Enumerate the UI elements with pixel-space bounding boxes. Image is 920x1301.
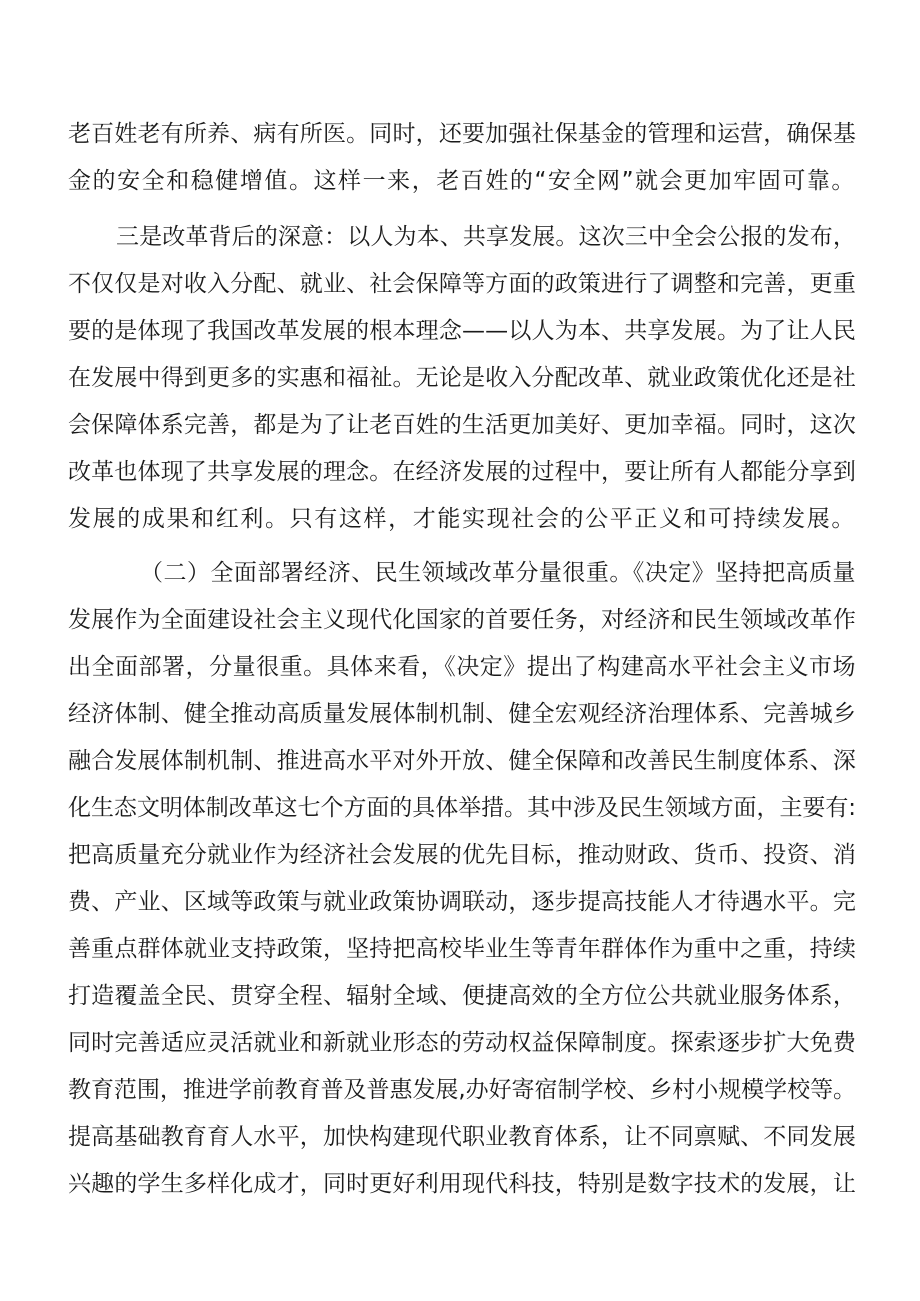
paragraph-3-line-2: 发展作为全面建设社会主义现代化国家的首要任务，对经济和民生领域改革作 — [68, 607, 856, 633]
paragraph-3-line-8: 费、产业、区域等政策与就业政策协调联动，逐步提高技能人才待遇水平。完 — [68, 889, 856, 915]
paragraph-2-line-3: 要的是体现了我国改革发展的根本理念——以人为本、共享发展。为了让人民 — [68, 318, 856, 344]
paragraph-2-line-1: 三是改革背后的深意：以人为本、共享发展。这次三中全会公报的发布， — [116, 224, 856, 250]
paragraph-3-line-11: 同时完善适应灵活就业和新就业形态的劳动权益保障制度。探索逐步扩大免费 — [68, 1030, 856, 1056]
paragraph-3-line-6: 化生态文明体制改革这七个方面的具体举措。其中涉及民生领域方面，主要有: — [68, 795, 856, 821]
paragraph-3-line-4: 经济体制、健全推动高质量发展体制机制、健全宏观经济治理体系、完善城乡 — [68, 701, 856, 727]
paragraph-3-line-14: 兴趣的学生多样化成才，同时更好利用现代科技，特别是数字技术的发展，让 — [68, 1171, 856, 1197]
paragraph-1-line-2: 金的安全和稳健增值。这样一来，老百姓的“安全网”就会更加牢固可靠。 — [68, 168, 856, 194]
paragraph-2-line-5: 会保障体系完善，都是为了让老百姓的生活更加美好、更加幸福。同时，这次 — [68, 412, 856, 438]
paragraph-3-line-13: 提高基础教育育人水平，加快构建现代职业教育体系，让不同禀赋、不同发展 — [68, 1124, 856, 1150]
paragraph-2-line-2: 不仅仅是对收入分配、就业、社会保障等方面的政策进行了调整和完善，更重 — [68, 271, 856, 297]
paragraph-2-line-4: 在发展中得到更多的实惠和福祉。无论是收入分配改革、就业政策优化还是社 — [68, 365, 856, 391]
paragraph-2-line-6: 改革也体现了共享发展的理念。在经济发展的过程中，要让所有人都能分享到 — [68, 459, 856, 485]
paragraph-3-line-10: 打造覆盖全民、贯穿全程、辐射全域、便捷高效的全方位公共就业服务体系， — [68, 983, 856, 1009]
paragraph-2-line-7: 发展的成果和红利。只有这样，才能实现社会的公平正义和可持续发展。 — [68, 506, 856, 532]
paragraph-3-line-3: 出全面部署，分量很重。具体来看，《决定》提出了构建高水平社会主义市场 — [68, 654, 856, 680]
paragraph-3-line-9: 善重点群体就业支持政策，坚持把高校毕业生等青年群体作为重中之重，持续 — [68, 936, 856, 962]
paragraph-3-line-5: 融合发展体制机制、推进高水平对外开放、健全保障和改善民生制度体系、深 — [68, 748, 856, 774]
paragraph-3-line-12: 教育范围，推进学前教育普及普惠发展,办好寄宿制学校、乡村小规模学校等。 — [68, 1077, 856, 1103]
paragraph-1-line-1: 老百姓老有所养、病有所医。同时，还要加强社保基金的管理和运营，确保基 — [68, 121, 856, 147]
paragraph-3-line-1: （二）全面部署经济、民生领域改革分量很重。《决定》坚持把高质量 — [140, 560, 856, 586]
paragraph-3-line-7: 把高质量充分就业作为经济社会发展的优先目标，推动财政、货币、投资、消 — [68, 842, 856, 868]
